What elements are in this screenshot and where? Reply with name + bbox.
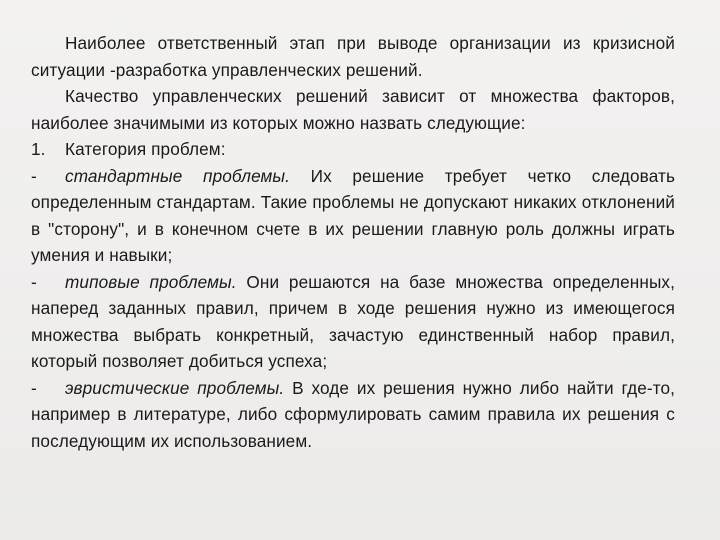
list-item-term: типовые проблемы. [65,271,237,292]
paragraph-factors: Качество управленческих решений зависит от множества факторов, наиболее значимыми из которых можно назвать следующие: [31,86,675,133]
list-dash: - [31,377,37,398]
numbered-item-problem-category [31,136,675,163]
numbered-item-label: Категория проблем: [65,139,226,159]
list-item-text: В ходе их решения нужно либо найти где-то, например в литературе, либо сформулировать самим правила их решения с последующим их использованием. [31,377,676,451]
list-item-typical-problems [31,269,675,375]
list-item-text: Их решение требует четко следовать определенным стандартам. Такие проблемы не допускают никаких отклонений в "сторону", и в конечном счете в их решении главную роль должны играть умения и навыки; [31,165,676,265]
list-item-heuristic-problems [31,375,675,455]
list-dash: - [31,271,37,292]
list-dash: - [31,165,37,186]
text-block [31,30,675,454]
list-item-term: эвристические проблемы. [65,377,285,398]
list-number: 1. [31,139,46,159]
paragraph-intro: Наиболее ответственный этап при выводе организации из кризисной ситуации -разработка управленческих решений. [31,33,675,80]
list-item-standard-problems [31,163,675,269]
list-item-term: стандартные проблемы. [65,165,291,186]
list-item-text: Они решаются на базе множества определенных, наперед заданных правил, причем в ходе решения нужно из имеющегося множества выбрать конкретный, зачастую единственный набор правил, который позволяет добиться успеха; [31,271,675,371]
